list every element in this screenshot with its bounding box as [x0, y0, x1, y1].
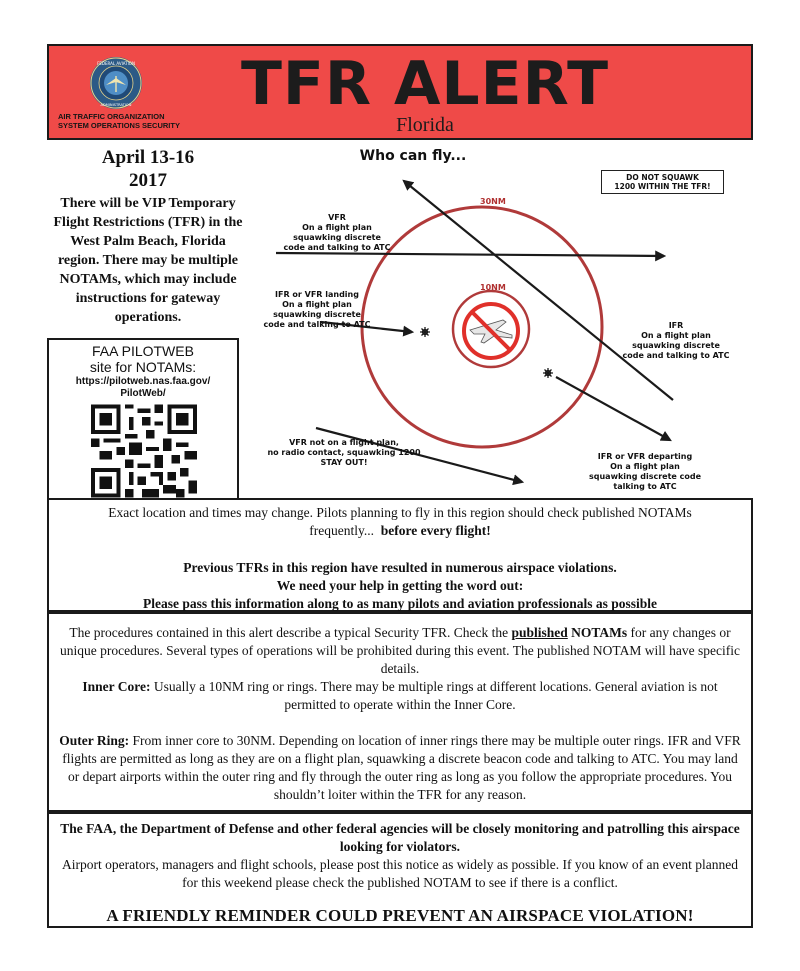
label-ifr: IFR On a flight plan squawking discrete code and talking to ATC [622, 321, 730, 360]
pilotweb-box [47, 338, 239, 500]
arrow-ifr-diagonal [404, 181, 673, 400]
monitoring-text: The FAA, the Department of Defense and other federal agencies will be closely monitoring and patrolling this airspace looking for violators. [60, 821, 740, 854]
label-vfr: VFR On a flight plan squawking discrete code and talking to ATC [283, 213, 391, 252]
check-notams-text: Exact location and times may change. Pilots planning to fly in this region should check published NOTAMs frequently... before every flight! [108, 505, 692, 538]
inner-core-text: Inner Core: Usually a 10NM ring or rings. There may be multiple rings at different locations. General aviation is not permitted to operate within the Inner Core. [82, 679, 718, 712]
page-title: TFR ALERT [240, 49, 610, 119]
violations-text: Previous TFRs in this region have resulted in numerous airspace violations. We need your help in getting the word out: Please pass this information along to as many pilots and aviation professionals as possible [143, 560, 657, 611]
post-notice-text: Airport operators, managers and flight schools, please post this notice as widely as possible. If you know of an event planned for this weekend please check the published NOTAM to see if there is a conflict. [62, 857, 738, 890]
airport-departing-icon [543, 368, 553, 378]
monitoring-box [47, 812, 753, 928]
procedures-box [47, 612, 753, 812]
arrow-vfr [276, 253, 664, 256]
seal-text-bottom: ADMINISTRATION [100, 103, 132, 107]
pilotweb-url[interactable]: https://pilotweb.nas.faa.gov/ PilotWeb/ [75, 376, 211, 399]
alert-header [47, 44, 753, 140]
inner-ring-label: 10NM [480, 283, 506, 292]
outer-ring-text: Outer Ring: From inner core to 30NM. Depending on location of inner rings there may be multiple outer rings. IFR and VFR flights are permitted as long as they are on a flight plan, squawking a discrete beacon code and talking to ATC. You may land or depart airports within the outer ring and fly through the outer ring as long as you follow the appropriate procedures. You shouldn’t loiter within the TFR for any reason. [59, 733, 741, 802]
qr-code-icon[interactable] [91, 404, 197, 498]
intro-text: There will be VIP Temporary Flight Restrictions (TFR) in the West Palm Beach, Florida region. There may be multiple NOTAMs, which may include instructions for gateway operations. [53, 196, 243, 325]
published-link[interactable]: published [511, 625, 568, 640]
no-aircraft-icon [464, 304, 518, 358]
reminder-banner: A FRIENDLY REMINDER COULD PREVENT AN AIRSPACE VIOLATION! [106, 906, 694, 925]
procedures-intro: The procedures contained in this alert describe a typical Security TFR. Check the published NOTAMs for any changes or unique procedures. Several types of operations will be prohibited during this event. The published NOTAM will have specific details. [60, 625, 740, 676]
label-ifr-vfr-landing: IFR or VFR landing On a flight plan squawking discrete code and talking to ATC [263, 290, 371, 329]
label-stay-out: VFR not on a flight plan, no radio contact, squawking 1200 STAY OUT! [267, 438, 421, 467]
state-name: Florida [396, 114, 454, 136]
diagram-title: Who can fly... [359, 148, 467, 164]
airport-landing-icon [420, 327, 430, 337]
squawk-warning: DO NOT SQUAWK 1200 WITHIN THE TFR! [601, 170, 724, 194]
notice-box [47, 498, 753, 612]
org-name: AIR TRAFFIC ORGANIZATION SYSTEM OPERATIONS SECURITY [58, 112, 180, 130]
outer-ring-label: 30NM [480, 197, 506, 206]
label-departing: IFR or VFR departing On a flight plan squawking discrete code talking to ATC [588, 452, 701, 491]
seal-text-top: FEDERAL AVIATION [97, 61, 135, 66]
pilotweb-title: FAA PILOTWEB site for NOTAMs: [89, 343, 197, 375]
arrow-departing [556, 377, 670, 440]
event-dates: April 13-16 2017 [101, 147, 195, 191]
